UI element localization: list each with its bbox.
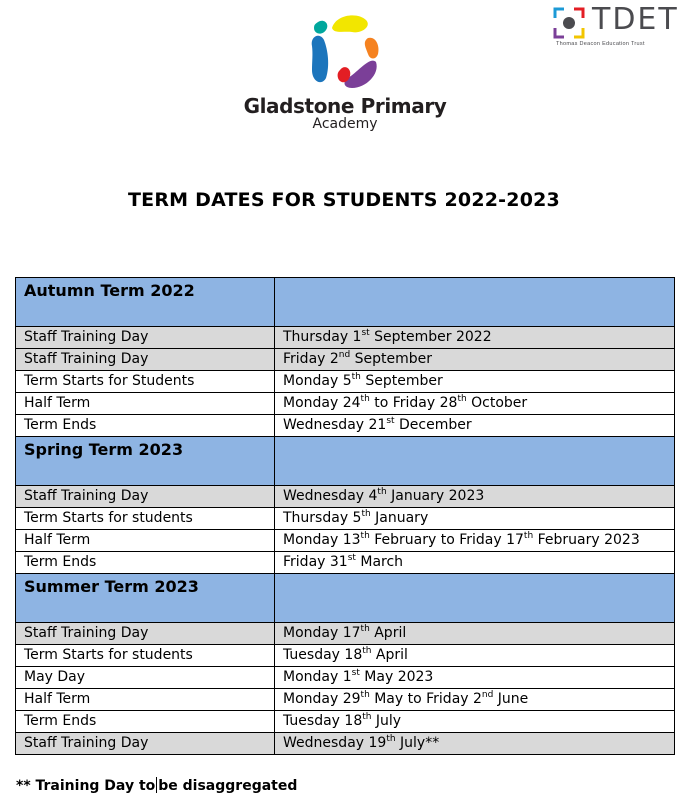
trust-logo-subtitle: Thomas Deacon Education Trust: [556, 41, 645, 47]
footnote-text-start: ** Training Day to: [16, 778, 156, 794]
event-label: May Day: [16, 667, 275, 689]
date-text: February to Friday 17: [369, 532, 524, 548]
term-heading: Summer Term 2023: [16, 574, 275, 623]
table-row: [16, 552, 675, 574]
event-label: Term Ends: [16, 552, 275, 574]
event-label: Staff Training Day: [16, 733, 275, 755]
footnote: [16, 777, 297, 794]
date-text: Wednesday 19: [283, 735, 387, 751]
table-row: [16, 486, 675, 508]
event-label: Staff Training Day: [16, 486, 275, 508]
date-text: September: [350, 351, 433, 367]
date-text: Monday 17: [283, 625, 361, 641]
date-suffix: th: [360, 531, 370, 541]
school-name-sub: Academy: [312, 116, 378, 132]
event-date: [275, 327, 675, 349]
event-date: [275, 645, 675, 667]
date-text: January 2023: [386, 488, 485, 504]
event-date: [275, 415, 675, 437]
date-text: September 2022: [369, 329, 492, 345]
event-label: Term Ends: [16, 711, 275, 733]
trust-logo-icon: [552, 6, 586, 40]
school-logo-icon: [300, 12, 388, 92]
term-heading: Autumn Term 2022: [16, 278, 275, 327]
table-row: [16, 508, 675, 530]
date-text: July**: [395, 735, 440, 751]
event-date: [275, 486, 675, 508]
event-date: [275, 508, 675, 530]
event-date: [275, 733, 675, 755]
event-date: [275, 371, 675, 393]
event-date: [275, 574, 675, 623]
term-dates-table: [15, 277, 675, 755]
date-text: to Friday 28: [369, 395, 458, 411]
footnote-text-end: be disaggregated: [158, 778, 298, 794]
date-suffix: th: [361, 509, 371, 519]
table-row: [16, 689, 675, 711]
date-text: Tuesday 18: [283, 647, 363, 663]
date-text: Thursday 5: [283, 510, 362, 526]
date-text: Wednesday 4: [283, 488, 378, 504]
date-text: Monday 24: [283, 395, 361, 411]
date-suffix: st: [347, 553, 356, 563]
date-text: Monday 5: [283, 373, 352, 389]
date-suffix: nd: [481, 690, 494, 700]
date-text: December: [394, 417, 472, 433]
date-suffix: th: [523, 531, 534, 541]
table-row: [16, 327, 675, 349]
table-row: [16, 733, 675, 755]
date-text: Friday 31: [283, 554, 348, 570]
date-suffix: th: [360, 394, 370, 404]
event-date: [275, 711, 675, 733]
event-label: Staff Training Day: [16, 623, 275, 645]
event-date: [275, 278, 675, 327]
table-row: [16, 371, 675, 393]
term-header-row: [16, 574, 675, 623]
table-row: [16, 711, 675, 733]
event-label: Staff Training Day: [16, 349, 275, 371]
date-suffix: th: [386, 734, 396, 744]
date-text: Monday 13: [283, 532, 361, 548]
table-row: [16, 623, 675, 645]
date-text: October: [466, 395, 528, 411]
event-label: Term Starts for Students: [16, 371, 275, 393]
table-row: [16, 393, 675, 415]
date-suffix: st: [361, 328, 370, 338]
table-row: [16, 349, 675, 371]
date-suffix: th: [362, 712, 372, 722]
date-text: March: [355, 554, 404, 570]
event-label: Term Starts for students: [16, 508, 275, 530]
event-date: [275, 667, 675, 689]
table-row: [16, 530, 675, 552]
date-text: May to Friday 2: [369, 691, 482, 707]
event-date: [275, 552, 675, 574]
date-text: January: [370, 510, 429, 526]
date-text: July: [371, 713, 402, 729]
event-date: [275, 530, 675, 552]
table-row: [16, 415, 675, 437]
date-text: June: [493, 691, 529, 707]
document-title: TERM DATES FOR STUDENTS 2022-2023: [128, 189, 560, 211]
date-text: February 2023: [533, 532, 640, 548]
table-row: [16, 667, 675, 689]
term-header-row: [16, 278, 675, 327]
date-suffix: th: [360, 690, 370, 700]
trust-logo-text: TDET: [592, 2, 679, 37]
event-label: Term Ends: [16, 415, 275, 437]
event-label: Half Term: [16, 393, 275, 415]
date-text: Monday 29: [283, 691, 361, 707]
date-text: April: [369, 625, 407, 641]
date-text: April: [371, 647, 408, 663]
event-date: [275, 393, 675, 415]
date-text: Monday 1: [283, 669, 352, 685]
event-date: [275, 437, 675, 486]
event-date: [275, 689, 675, 711]
term-heading: Spring Term 2023: [16, 437, 275, 486]
date-suffix: st: [386, 416, 395, 426]
school-name: Gladstone Primary: [243, 94, 447, 118]
date-text: Friday 2: [283, 351, 339, 367]
event-date: [275, 623, 675, 645]
date-text: May 2023: [359, 669, 434, 685]
date-suffix: th: [362, 646, 372, 656]
date-suffix: th: [351, 372, 361, 382]
date-text: Tuesday 18: [283, 713, 363, 729]
event-date: [275, 349, 675, 371]
event-label: Term Starts for students: [16, 645, 275, 667]
date-text: September: [360, 373, 443, 389]
table-row: [16, 645, 675, 667]
date-text: Wednesday 21: [283, 417, 387, 433]
date-suffix: nd: [338, 350, 351, 360]
term-header-row: [16, 437, 675, 486]
date-suffix: th: [377, 487, 387, 497]
date-text: Thursday 1: [283, 329, 362, 345]
date-suffix: th: [360, 624, 370, 634]
event-label: Half Term: [16, 689, 275, 711]
date-suffix: st: [351, 668, 360, 678]
event-label: Half Term: [16, 530, 275, 552]
event-label: Staff Training Day: [16, 327, 275, 349]
date-suffix: th: [457, 394, 467, 404]
